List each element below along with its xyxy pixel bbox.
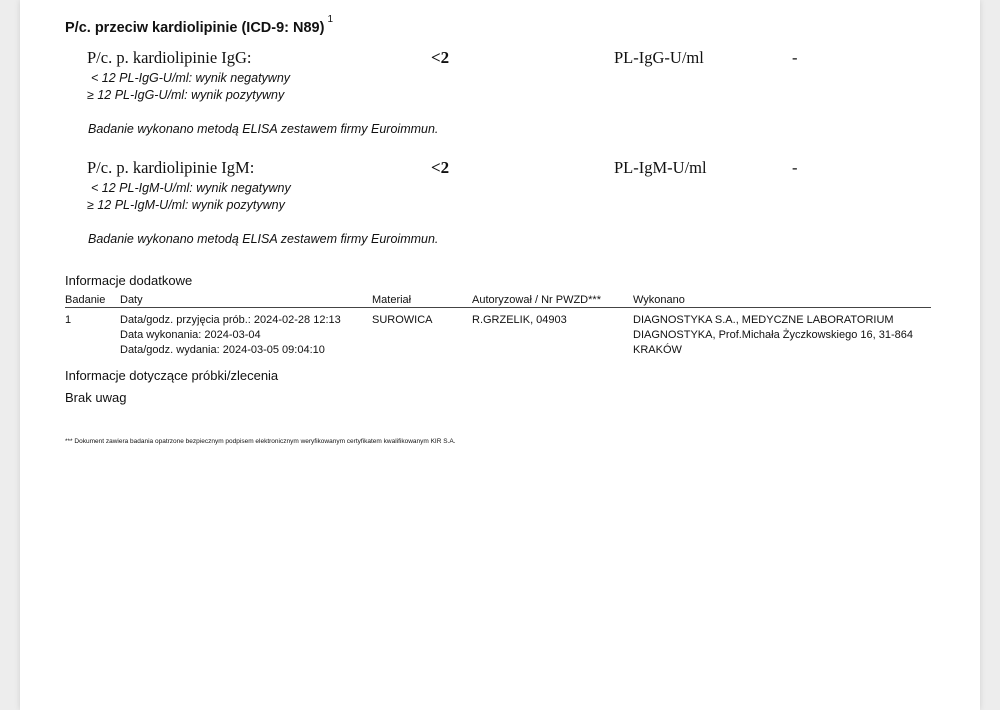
col-header-material: Materiał xyxy=(372,294,412,306)
col-header-daty: Daty xyxy=(120,294,143,306)
additional-info-heading: Informacje dodatkowe xyxy=(65,273,193,288)
date-received: Data/godz. przyjęcia prób.: 2024-02-28 12:13 xyxy=(120,314,341,326)
test-flag-igm: - xyxy=(792,158,798,177)
ref-positive-igg: ≥ 12 PL-IgG-U/ml: wynik pozytywny xyxy=(87,88,285,102)
ref-positive-igm: ≥ 12 PL-IgM-U/ml: wynik pozytywny xyxy=(87,198,285,212)
test-name-igm: P/c. p. kardiolipinie IgM: xyxy=(87,158,255,177)
test-flag-igg: - xyxy=(792,48,798,67)
section-title-text: P/c. przeciw kardiolipinie (ICD-9: N89) xyxy=(65,19,325,36)
title-footnote-marker: 1 xyxy=(327,14,334,25)
performed-line-2: DIAGNOSTYKA, Prof.Michała Życzkowskiego 16, 31-864 xyxy=(633,329,913,341)
cell-badanie: 1 xyxy=(65,314,72,326)
test-value-igm: <2 xyxy=(431,158,450,177)
test-value-igg: <2 xyxy=(431,48,450,67)
col-header-wykonano: Wykonano xyxy=(633,294,685,306)
cell-authorized: R.GRZELIK, 04903 xyxy=(472,314,567,326)
sample-info-heading: Informacje dotyczące próbki/zlecenia xyxy=(65,368,279,383)
col-header-badanie: Badanie xyxy=(65,294,106,306)
method-note-igg: Badanie wykonano metodą ELISA zestawem firmy Euroimmun. xyxy=(88,122,439,136)
date-performed: Data wykonania: 2024-03-04 xyxy=(120,329,261,341)
cell-dates xyxy=(120,313,341,358)
footnote: *** Dokument zawiera badania opatrzone bezpiecznym podpisem elektronicznym weryfikowanym certyfikatem kwalifikowanym KIR S.A. xyxy=(65,438,456,445)
test-unit-igm: PL-IgM-U/ml xyxy=(614,158,707,177)
test-unit-igg: PL-IgG-U/ml xyxy=(614,48,704,67)
col-header-autoryzowal: Autoryzował / Nr PWZD*** xyxy=(472,294,601,306)
table-divider xyxy=(65,307,931,308)
document-page xyxy=(20,0,980,710)
ref-negative-igg: < 12 PL-IgG-U/ml: wynik negatywny xyxy=(91,71,291,85)
sample-info-note: Brak uwag xyxy=(65,390,127,405)
cell-performed xyxy=(633,313,913,358)
cell-material: SUROWICA xyxy=(372,314,433,326)
test-name-igg: P/c. p. kardiolipinie IgG: xyxy=(87,48,252,67)
performed-line-3: KRAKÓW xyxy=(633,344,682,356)
date-issued: Data/godz. wydania: 2024-03-05 09:04:10 xyxy=(120,344,325,356)
method-note-igm: Badanie wykonano metodą ELISA zestawem firmy Euroimmun. xyxy=(88,232,439,246)
section-title xyxy=(65,14,334,36)
performed-line-1: DIAGNOSTYKA S.A., MEDYCZNE LABORATORIUM xyxy=(633,314,894,326)
ref-negative-igm: < 12 PL-IgM-U/ml: wynik negatywny xyxy=(91,181,291,195)
